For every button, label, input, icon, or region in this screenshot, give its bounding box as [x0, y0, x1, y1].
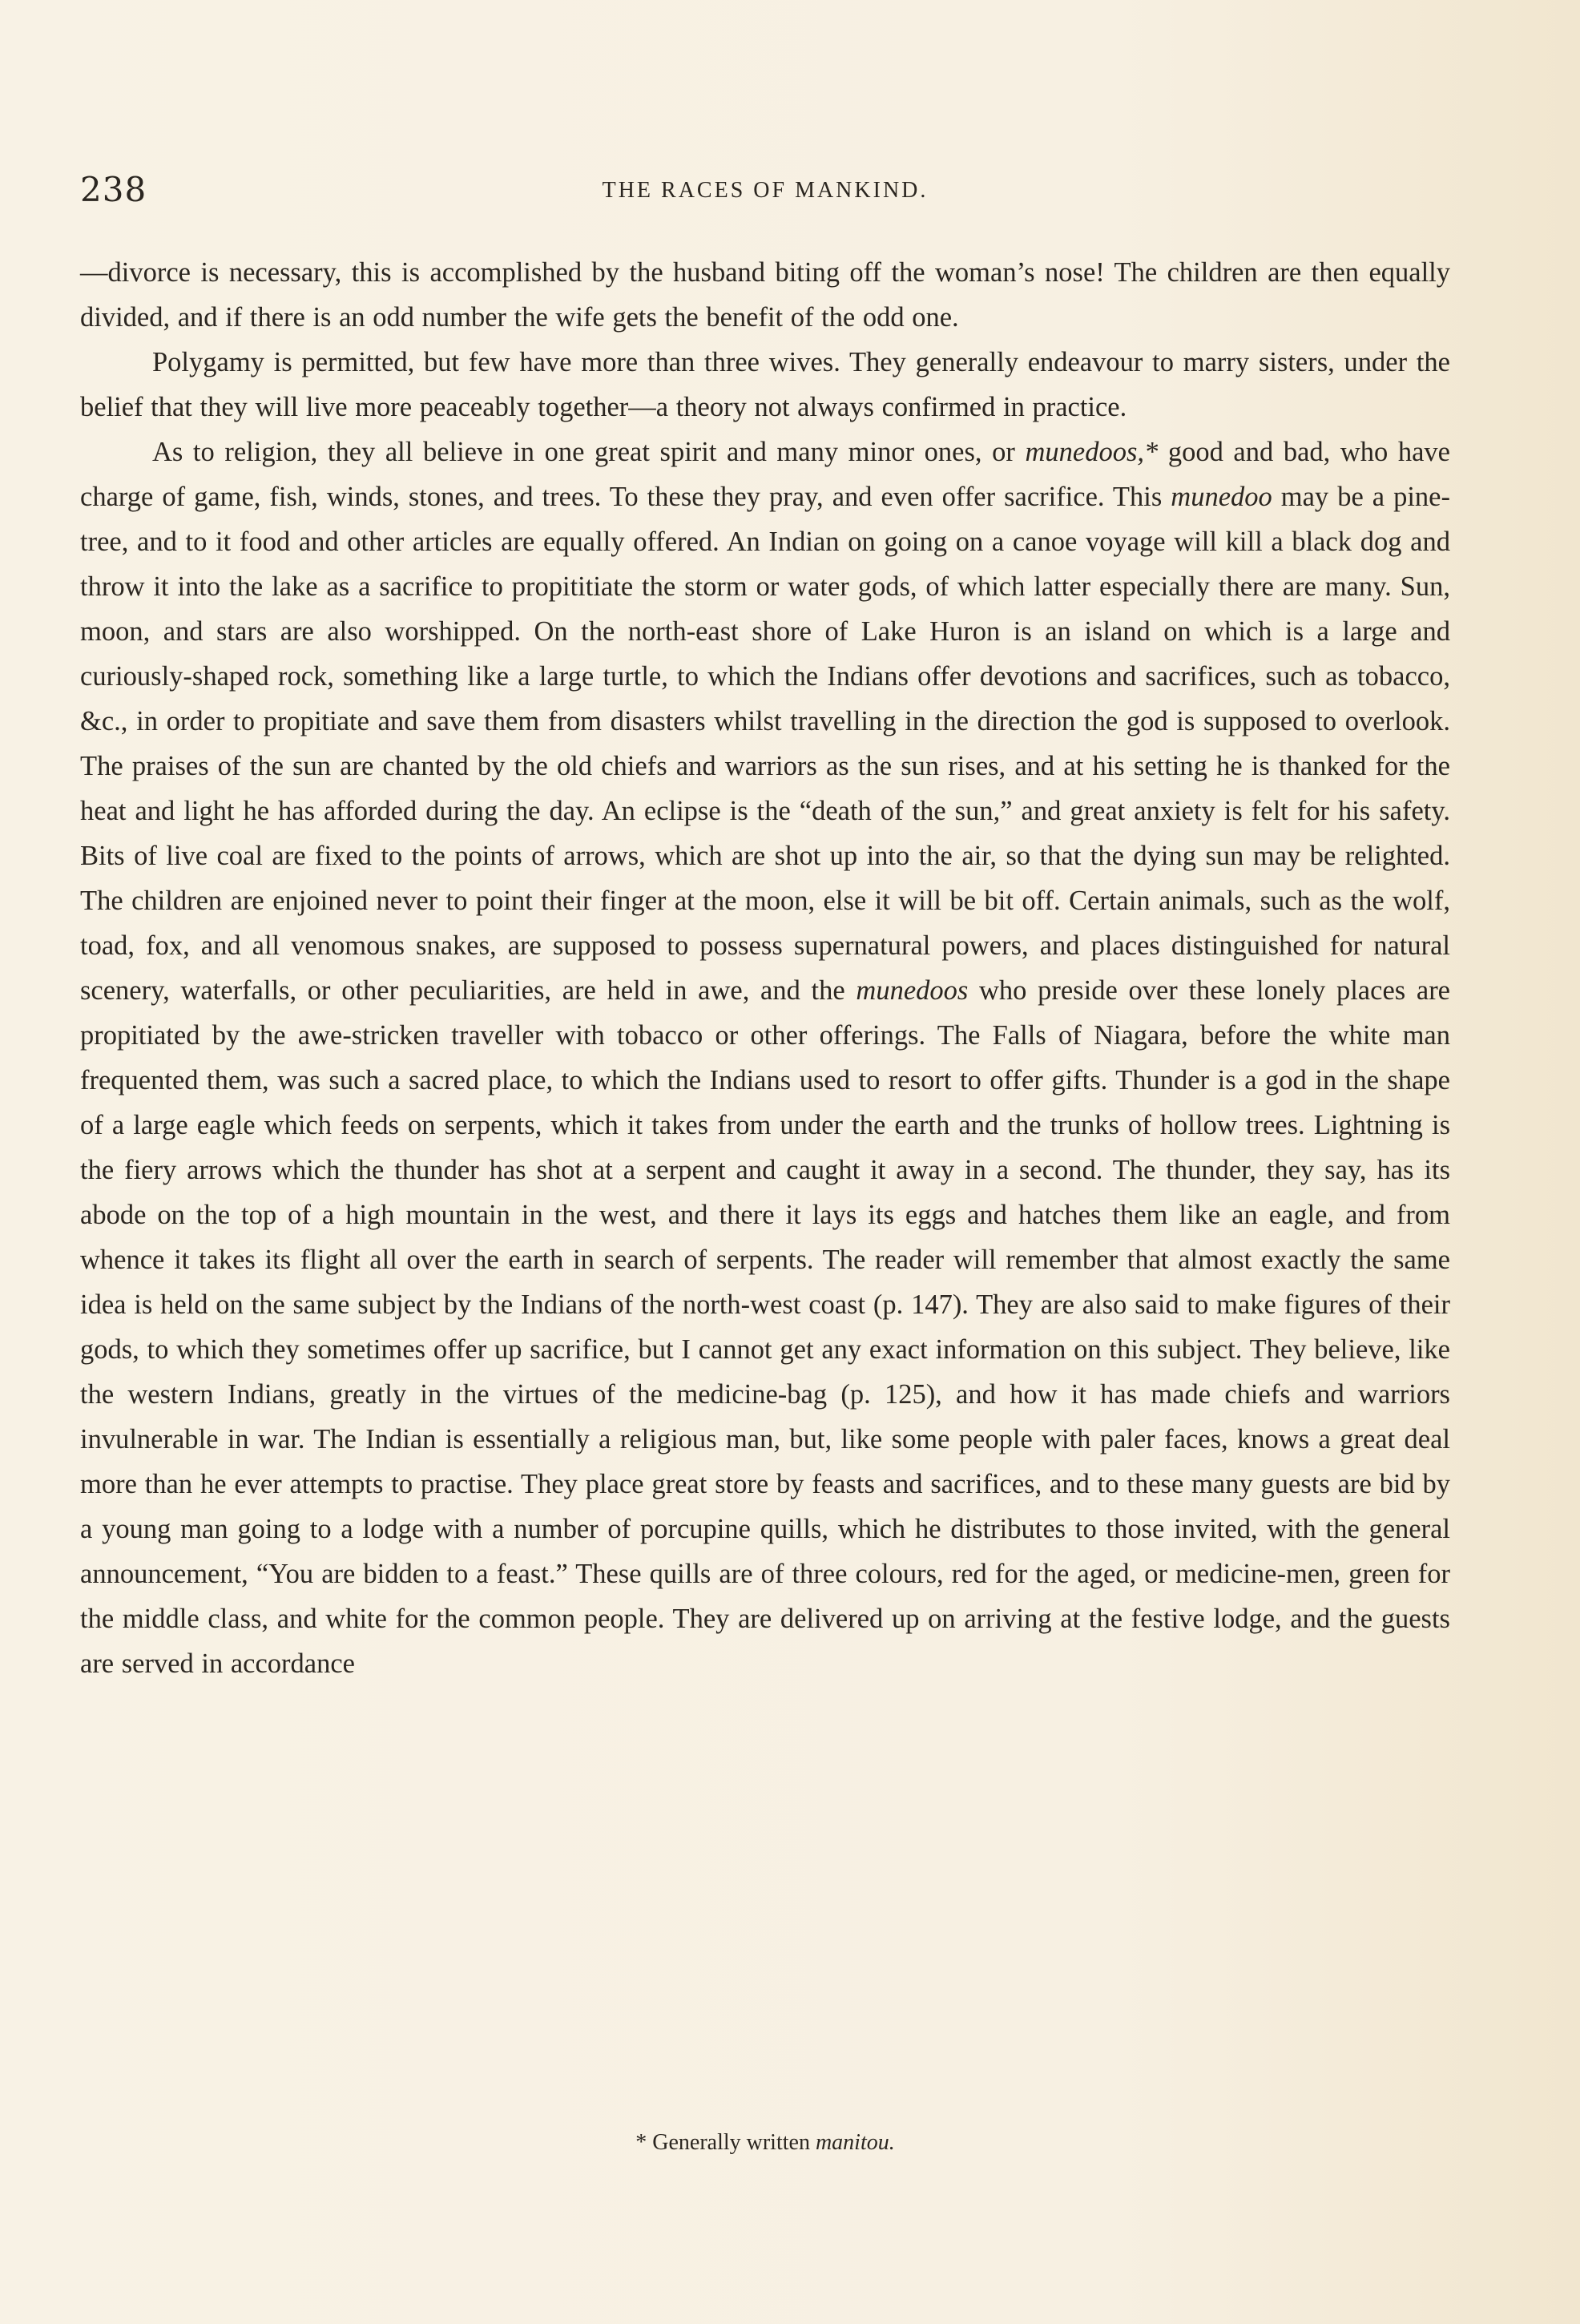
paragraph-polygamy: Polygamy is permitted, but few have more than three wives. They generally endeavour to marry sisters, under the belief that they will live more peaceably together—a theory not always confirmed in practice.: [80, 347, 1450, 422]
religion-text-3: may be a pine-tree, and to it food and other articles are equally offered. An Indian on going on a canoe voyage will kill a black dog and throw it into the lake as a sacrifice to propititiate the storm or water gods, of which latter especially there are many. Sun, moon, and stars are also worshipped. On the north-east shore of Lake Huron is an island on which is a large and curiously-shaped rock, something like a large turtle, to which the Indians offer devotions and sacrifices, such as tobacco, &c., in order to propitiate and save them from disasters whilst travelling in the direction the god is supposed to overlook. The praises of the sun are chanted by the old chiefs and warriors as the sun rises, and at his setting he is thanked for the heat and light he has afforded during the day. An eclipse is the “death of the sun,” and great anxiety is felt for his safety. Bits of live coal are fixed to the points of arrows, which are shot up into the air, so that the dying sun may be relighted. The children are enjoined never to point their finger at the moon, else it will be bit off. Certain animals, such as the wolf, toad, fox, and all venomous snakes, are supposed to possess supernatural powers, and places distinguished for natural scenery, waterfalls, or other peculiarities, are held in awe, and the: [80, 482, 1450, 1006]
footnote-text: * Generally written: [635, 2130, 816, 2155]
running-title: THE RACES OF MANKIND.: [602, 178, 929, 203]
religion-text-1: As to religion, they all believe in one great spirit and many minor ones, or: [152, 437, 1026, 467]
footnote-term: manitou.: [815, 2130, 895, 2155]
paragraph-divorce: —divorce is necessary, this is accomplished by the husband biting off the woman’s nose! The children are then equally divided, and if there is an odd number the wife gets the benefit of the odd one.: [80, 257, 1450, 333]
term-munedoo: munedoo: [1171, 482, 1272, 512]
page-header: [80, 170, 1450, 218]
paragraph-religion: [80, 430, 1450, 1686]
page-number: 238: [80, 170, 147, 209]
term-munedoos: munedoos: [856, 975, 969, 1006]
body-text: [80, 250, 1450, 1686]
footnote: [80, 2130, 1450, 2156]
term-munedoos-footnoted: munedoos,*: [1025, 437, 1159, 467]
religion-text-2: good and bad, who have charge of game, fish, winds, stones, and trees. To these they pray, and even offer sacrifice. This: [80, 437, 1450, 512]
religion-text-4: who preside over these lonely places are propitiated by the awe-stricken traveller with tobacco or other offerings. The Falls of Niagara, before the white man frequented them, was such a sacred place, to which the Indians used to resort to offer gifts. Thunder is a god in the shape of a large eagle which feeds on serpents, which it takes from under the earth and the trunks of hollow trees. Lightning is the fiery arrows which the thunder has shot at a serpent and caught it away in a second. The thunder, they say, has its abode on the top of a high mountain in the west, and there it lays its eggs and hatches them like an eagle, and from whence it takes its flight all over the earth in search of serpents. The reader will remember that almost exactly the same idea is held on the same subject by the Indians of the north-west coast (p. 147). They are also said to make figures of their gods, to which they sometimes offer up sacrifice, but I cannot get any exact information on this subject. They believe, like the western Indians, greatly in the virtues of the medicine-bag (p. 125), and how it has made chiefs and warriors invulnerable in war. The Indian is essentially a religious man, but, like some people with paler faces, knows a great deal more than he ever attempts to practise. They place great store by feasts and sacrifices, and to these many guests are bid by a young man going to a lodge with a number of porcupine quills, which he distributes to those invited, with the general announcement, “You are bidden to a feast.” These quills are of three colours, red for the aged, or medicine-men, green for the middle class, and white for the common people. They are delivered up on arriving at the festive lodge, and the guests are served in accordance: [80, 975, 1450, 1679]
